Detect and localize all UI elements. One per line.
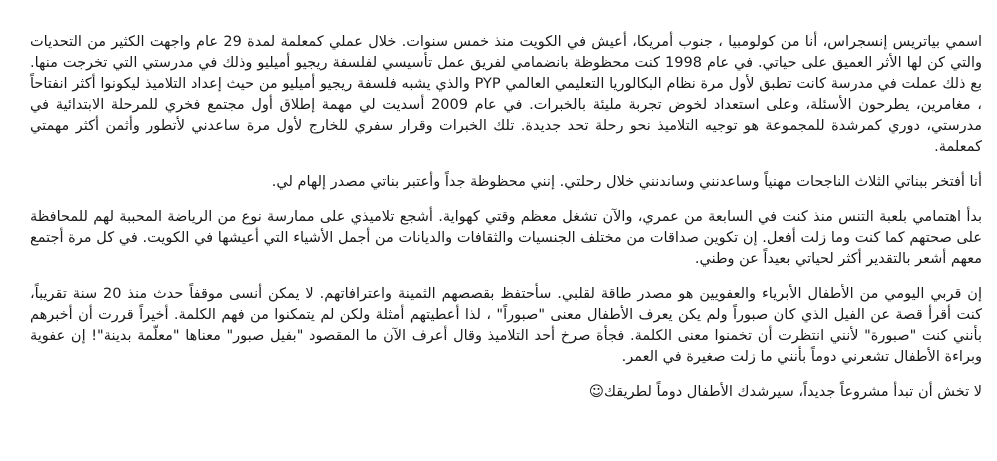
paragraph-children: إن قربي اليومي من الأطفال الأبرياء والعفويين هو مصدر طاقة لقلبي. سأحتفظ بقصصهم الثمينة واعترافاتهم. لا يمكن أنسى موقفاً حدث منذ 20 سنة تقريباً، كنت أقرأ قصة عن الفيل الذي كان صبوراً ولم يكن يعرف الأطفال معنى "صبوراً" ، لذا أعطيتهم أمثلة ولكن لم يتمكنوا من فهم الكلمة. أخيراً قررت أن أخبرهم بأنني كنت "صبورة" لأنني انتظرت أن تخمنوا معنى الكلمة. فجأة صرخ أحد التلاميذ وقال أعرف الآن ما المقصود "بفيل صبور" معناها "معلّمة بدينة"! إن عفوية وبراءة الأطفال تشعرني دوماً بأنني ما زلت صغيرة في العمر. [30, 286, 982, 365]
paragraph-closing: لا تخش أن تبدأ مشروعاً جديداً، سيرشدك الأطفال دوماً لطريقك☺ [588, 384, 982, 400]
paragraph-daughters: أنا أفتخر ببناتي الثلاث الناجحات مهنياً وساعدنني وساندنني خلال رحلتي. إنني محظوظة جداً وأعتبر بناتي مصدر إلهام لي. [271, 174, 982, 190]
paragraph-tennis: بدأ اهتمامي بلعبة التنس منذ كنت في السابعة من عمري، والآن تشغل معظم وقتي كهواية. أشجع تلاميذي على ممارسة نوع من الرياضة المحببة لهم للمحافظة على صحتهم كما كنت وما زلت أفعل. إن تكوين صداقات من مختلف الجنسيات والثقافات والديانات من أجمل الأشياء التي أعيشها في الكويت. في كل مرة أجتمع معهم أشعر بالتقدير أكثر لحياتي بعيداً عن وطني. [30, 209, 982, 267]
bio-document [30, 32, 982, 403]
paragraph-intro: اسمي بياتريس إنسجراس، أنا من كولومبيا ، جنوب أمريكا، أعيش في الكويت منذ خمس سنوات. خلال عملي كمعلمة لمدة 29 عام واجهت الكثير من التحديات والتي كن لها الأثر العميق على حياتي. في عام 1998 كنت محظوظة بانضمامي لفريق عمل تأسيسي لفلسفة ريجيو أميليو وذلك في مدرستي التي تخرجت منها. بع ذلك عملت في مدرسة كانت تطبق لأول مرة نظام البكالوريا التعليمي العالمي PYP والذي يشبه فلسفة ريجيو أميليو من حيث إعداد التلاميذ ليكونوا أكثر انفتاحاً ، مغامرين، يطرحون الأسئلة، وعلى استعداد لخوض تجربة مليئة بالخبرات. في عام 2009 أسديت لي مهمة إطلاق أول مجتمع فخري للمرحلة الابتدائية في مدرستي، دوري كمرشدة للمجموعة هو توجيه التلاميذ نحو رحلة تحد جديدة. تلك الخبرات وقرار سفري للخارج لأول مرة ساعدني لأتطور وأثمن أكثر مهمتي كمعلمة. [30, 34, 982, 155]
